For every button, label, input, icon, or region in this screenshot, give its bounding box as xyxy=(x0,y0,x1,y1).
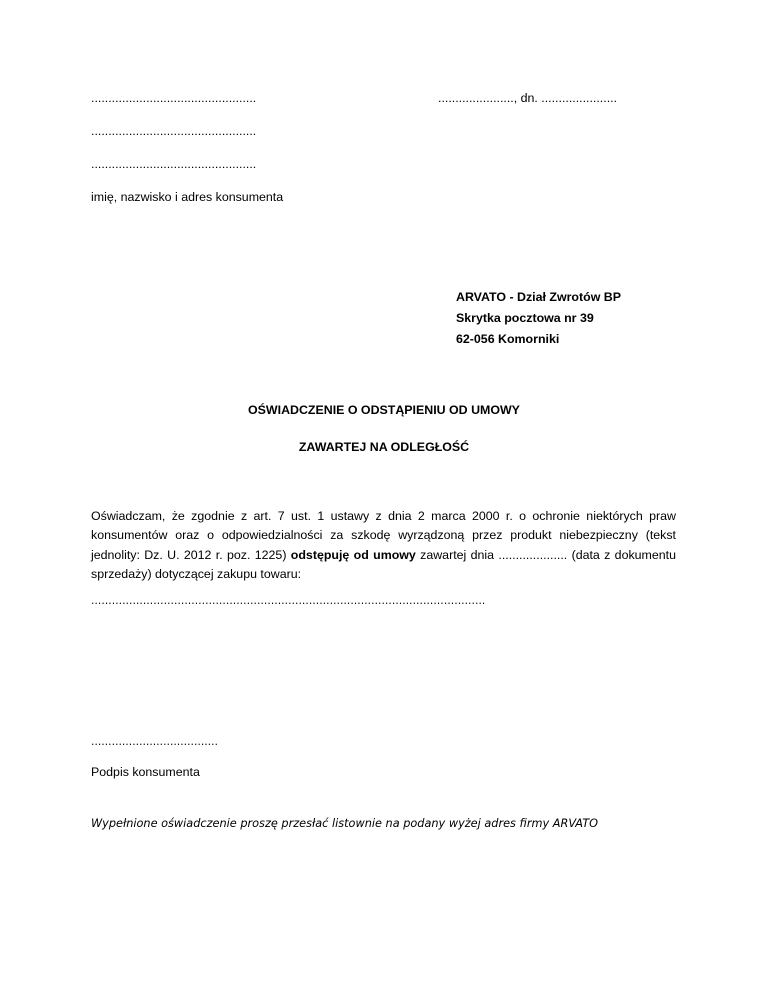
footer-instruction: Wypełnione oświadczenie proszę przesłać listownie na podany wyżej adres firmy ARVATO xyxy=(91,817,598,830)
place-date-line: ......................, dn. ...................... xyxy=(438,91,618,105)
recipient-postbox: Skrytka pocztowa nr 39 xyxy=(456,311,594,325)
sender-address-line-1: ................................................ xyxy=(91,91,257,105)
statement-text-part-2: zawartej dnia .................... (data z dokumentu sprzedaży) dotyczącej zakupu towaru: xyxy=(91,547,676,581)
signature-line: ………………………………. xyxy=(91,736,218,748)
signature-label: Podpis konsumenta xyxy=(91,765,200,779)
statement-paragraph xyxy=(91,507,676,584)
recipient-name: ARVATO - Dział Zwrotów BP xyxy=(456,290,621,304)
goods-description-line: …………………………………………………………………………………………………… xyxy=(91,595,486,607)
sender-caption: imię, nazwisko i adres konsumenta xyxy=(91,190,284,204)
statement-text-part-1: Oświadczam, że zgodnie z art. 7 ust. 1 ustawy z dnia 2 marca 2000 r. o ochronie niektórych praw konsumentów oraz o odpowiedzialności za szkodę wyrządzoną przez produkt niebezpieczny (tekst jednolity: Dz. U. 2012 r. poz. 1225) xyxy=(91,509,676,562)
sender-address-line-2: ................................................ xyxy=(91,124,257,138)
document-title-line-2: ZAWARTEJ NA ODLEGŁOŚĆ xyxy=(298,440,470,454)
recipient-city: 62-056 Komorniki xyxy=(456,332,560,346)
statement-bold-phrase: odstępuję od umowy xyxy=(290,547,416,562)
sender-address-line-3: ................................................ xyxy=(91,157,257,171)
document-title-line-1: OŚWIADCZENIE O ODSTĄPIENIU OD UMOWY xyxy=(248,403,520,417)
